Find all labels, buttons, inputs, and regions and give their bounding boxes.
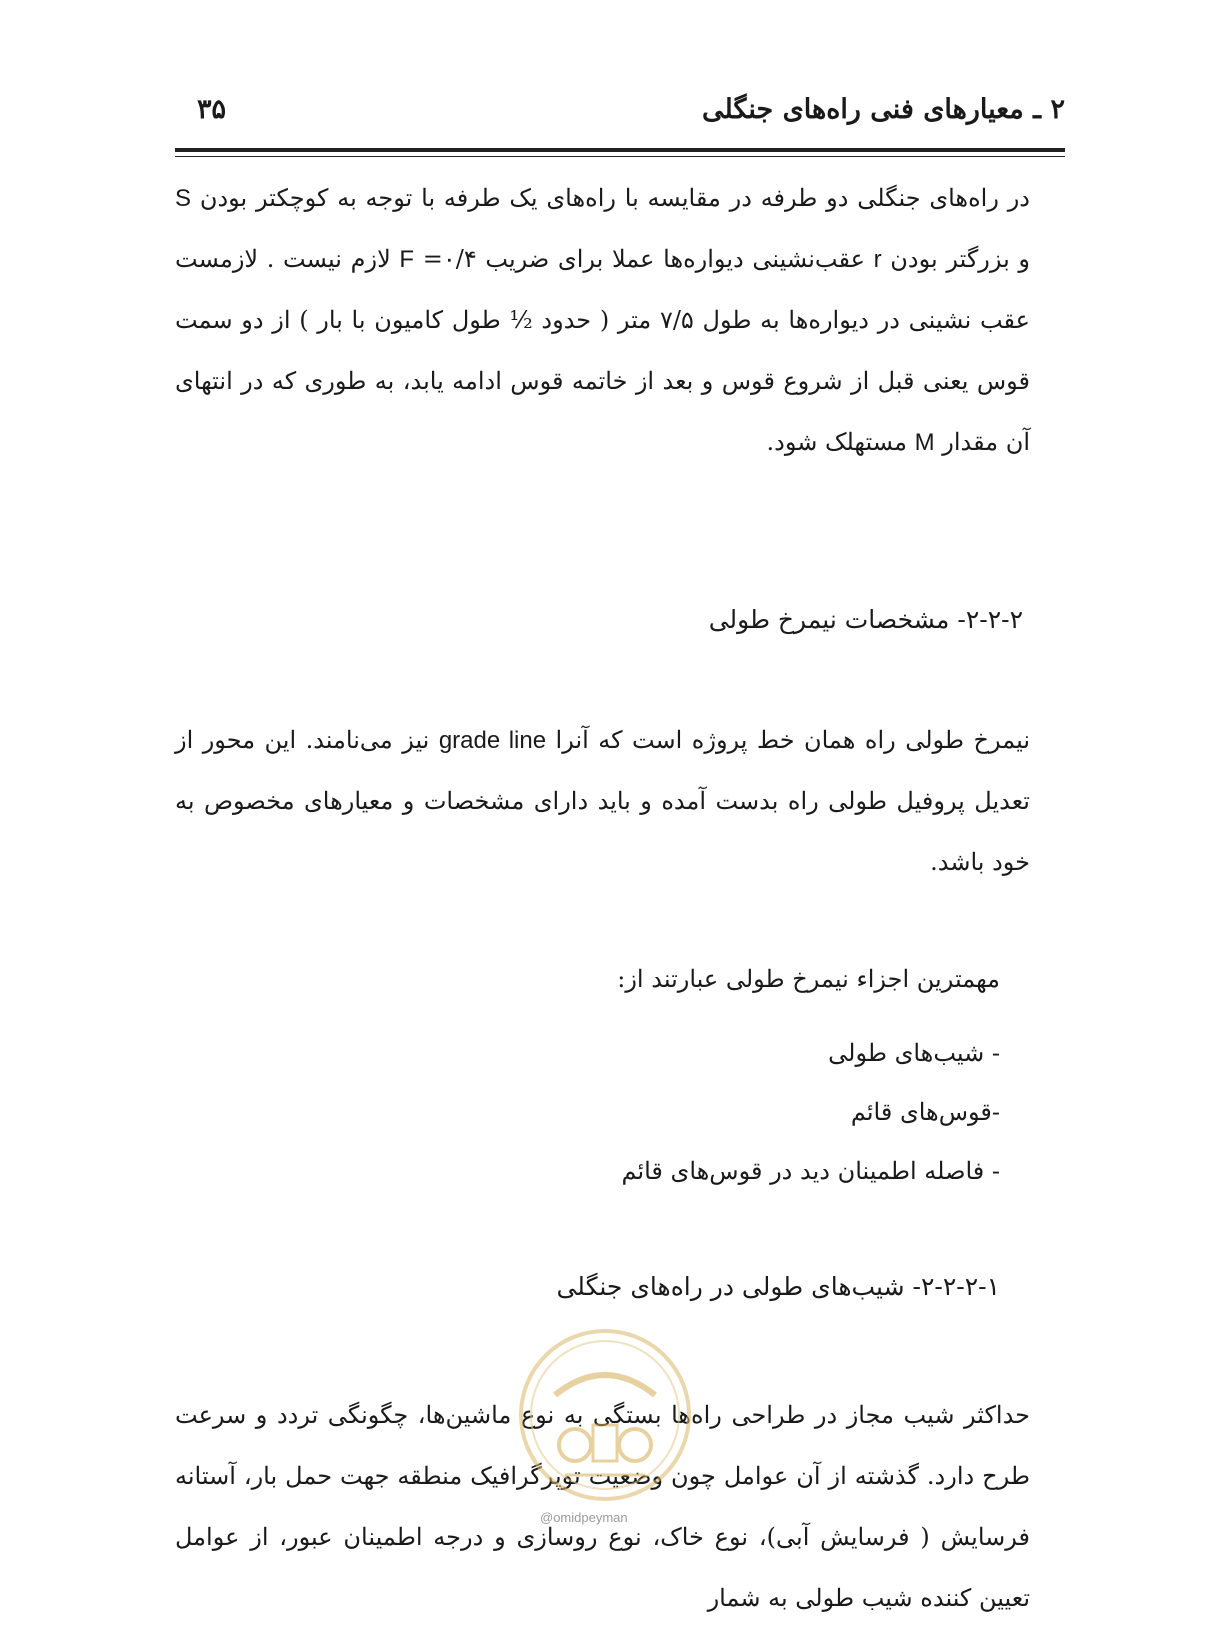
variable-f: F [399, 246, 415, 273]
paragraph-text: نیز می‌نامند. این محور از تعدیل پروفیل طولی راه بدست آمده و باید دارای مشخصات و معیارهای مخصوص به خود باشد. [175, 726, 1030, 876]
paragraph-max-slope: حداکثر شیب مجاز در طراحی راه‌ها بستگی به نوع ماشین‌ها، چگونگی تردد و سرعت طرح دارد. گذشته از آن عوامل چون وضعیت توپرگرافیک منطقه جهت حمل بار، آستانه فرسایش ( فرسایش آبی)، نوع خاک، نوع روسازی و درجه اطمینان عبور، از عوامل تعیین کننده شیب طولی به شمار [175, 1401, 1030, 1612]
header-rule-thin [175, 156, 1065, 157]
list-item: - شیب‌های طولی [828, 1039, 1000, 1067]
page-header [175, 88, 1065, 138]
publisher-seal-watermark [515, 1325, 695, 1505]
list-intro: مهمترین اجزاء نیمرخ طولی عبارتند از: [617, 965, 1000, 993]
paragraph-text: عقب‌نشینی دیواره‌ها عملا برای ضریب [476, 245, 874, 273]
paragraph-text: مستهلک شود. [766, 428, 915, 456]
paragraph-text: =۰/۴ لازم نیست . لازمست عقب نشینی در دیواره‌ها به طول ۷/۵ متر ( حدود ½ طول کامیون با بار ) از دو سمت قوس یعنی قبل از شروع قوس و بعد از خاتمه قوس ادامه یابد، به طوری که در انتهای آن مقدار [175, 245, 1030, 456]
variable-s: S [175, 185, 192, 212]
paragraph-grade-line [175, 710, 1030, 893]
paragraph-text: در راه‌های جنگلی دو طرفه در مقایسه با راه‌های یک طرفه با توجه به کوچکتر بودن [191, 184, 1030, 212]
page-number: ۳۵ [197, 94, 227, 125]
variable-r: r [873, 246, 882, 273]
paragraph-retreat [175, 168, 1030, 473]
variable-m: M [914, 429, 935, 456]
term-grade-line: grade line [438, 727, 547, 754]
list-item: -قوس‌های قائم [850, 1098, 1000, 1126]
section-heading-longitudinal-slopes: ۲-۲-۲-۱- شیب‌های طولی در راه‌های جنگلی [556, 1272, 1000, 1301]
paragraph-text: نیمرخ طولی راه همان خط پروژه است که آنرا [546, 726, 1030, 754]
header-rule-thick [175, 148, 1065, 152]
watermark-handle: @omidpeyman [540, 1510, 628, 1525]
components-list [621, 1024, 1000, 1201]
chapter-title: ۲ ـ معیارهای فنی راه‌های جنگلی [702, 94, 1065, 125]
list-item: - فاصله اطمینان دید در قوس‌های قائم [621, 1157, 1000, 1185]
paragraph-text: و بزرگتر بودن [881, 245, 1031, 273]
section-heading-longitudinal-profile: ۲-۲-۲- مشخصات نیمرخ طولی [708, 605, 1023, 634]
